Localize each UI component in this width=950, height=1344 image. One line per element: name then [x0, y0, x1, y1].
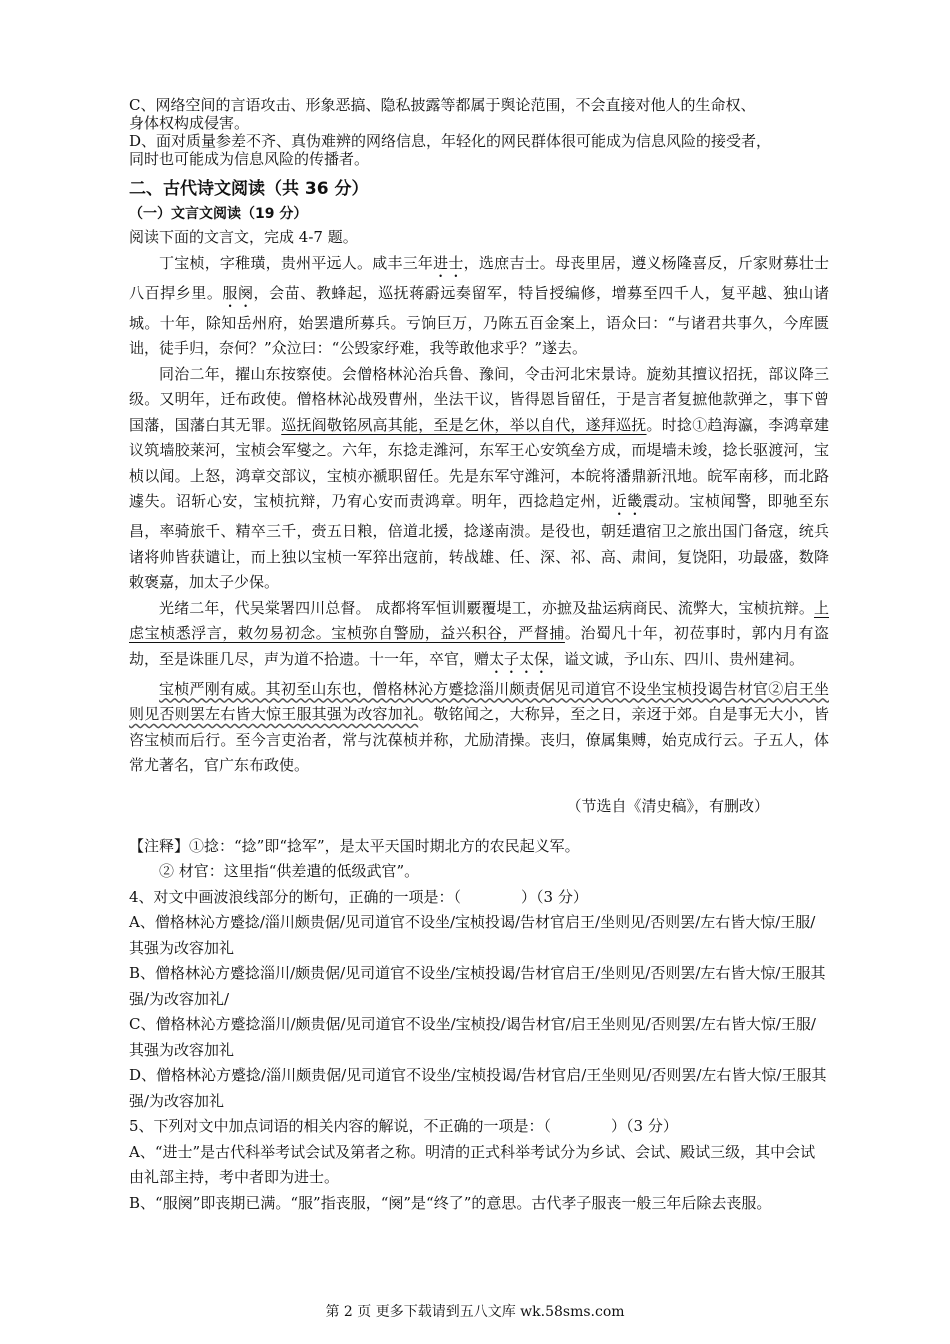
subsection-title: （一）文言文阅读（19 分） [129, 206, 308, 222]
document-page [129, 96, 829, 1216]
page-footer: 第 2 页 更多下载请到五八文库 wk.58sms.com [325, 1304, 625, 1320]
question-5-stem: 5、下列对文中加点词语的相关内容的解说，不正确的一项是：（ ）（3 分） [129, 1117, 678, 1135]
passage-paragraph-3 [129, 596, 829, 677]
text-run: ，谥文诚，予山东、四川、贵州建祠。 [549, 649, 805, 668]
instruction: 阅读下面的文言文，完成 4-7 题。 [129, 228, 358, 246]
section-title: 二、古代诗文阅读（共 36 分） [129, 179, 369, 199]
question-5-option-b: B、“服阕”即丧期已满。“服”指丧服，“阕”是“终了”的意思。古代孝子服丧一般三年后除去丧服。 [129, 1193, 772, 1212]
question-4-option-b: B、僧格林沁方蹙捻淄川/颇贵倨/见司道官不设坐/宝桢投谒/告材官启王/坐则见/否则罢/左右皆大惊/王服其强/为改容加礼/ [129, 964, 826, 1008]
text-run: ，会苗、教蜂起，巡抚蒋霨远奏留军，特旨授编修，增募至四千人，复平越、独山诸城。十年，除知岳州府，始罢遣所募兵。亏饷巨万，乃陈五百金案上，语众曰：“与诸君共事久，今库匮诎，徒手归，奈何？”众泣曰：“公毁家纾难，我等敢他求乎？”遂去。 [129, 283, 829, 357]
option-d-line-2: 同时也可能成为信息风险的传播者。 [129, 150, 370, 168]
text-run: 光绪二年，代吴棠署四川总督。 成都将军恒训覈覆堤工，亦摭及盐运病商民、流弊大，宝桢抗辩。 [159, 598, 814, 617]
wavy-underlined-passage: 宝桢严刚有威。其初至山东也，僧格林沁方蹙捻淄川颇责倨见司道官不设坐宝桢投谒告材官②启王坐则见否则罢左右皆大惊王服其强为改容加礼 [129, 679, 829, 723]
passage-paragraph-4 [129, 677, 829, 779]
passage-source: （节选自《清史稿》，有删改） [566, 796, 769, 815]
text-run: 同治二年，擢山东按察使。会僧格林沁治兵鲁、豫间，令击河北宋景诗。旋劾其擅议招抚，部议降三级。又明年，迁布政使。僧格林沁战殁曹州，坐法干议，皆得恩旨留任，于是言者复摭他款弹之，事下曾国藩，国藩白其无罪。 [129, 364, 829, 434]
text-run: ，选庶吉士。母丧里居，遵义杨隆喜反，斤家财募壮士八百捍乡里。 [129, 253, 829, 302]
question-4-option-d: D、僧格林沁方蹙捻/淄川颇贵倨/见司道官不设坐/宝桢投谒/告材官启/王坐则见/否则罢/左右皆大惊/王服其强/为改容加礼 [129, 1066, 827, 1110]
dotted-term-jinshi: 进士 [433, 253, 464, 272]
question-4-stem: 4、对文中画波浪线部分的断句，正确的一项是：（ ）（3 分） [129, 887, 588, 906]
text-run: 丁宝桢，字稚璜，贵州平远人。咸丰三年 [159, 253, 434, 272]
question-4-option-c: C、僧格林沁方蹙捻淄川/颇贵倨/见司道官不设坐/宝桢投/谒告材官/启王坐则见/否则罢/左右皆大惊/王服/其强为改容加礼 [129, 1015, 816, 1059]
text-run: 。治蜀凡十年，初莅事时，郭内月有盗劫，至是诛匪几尽，声为道不拾遗。十一年，卒官，赠 [129, 624, 829, 668]
dotted-term-fuque: 服阕 [222, 283, 254, 302]
option-d-line-1: D、面对质量参差不齐、真伪难辨的网络信息，年轻化的网民群体很可能成为信息风险的接受者， [129, 132, 772, 150]
question-5-option-a: A、“进士”是古代科举考试会试及第者之称。明清的正式科举考试分为乡试、会试、殿试三级，其中会试由礼部主持，考中者即为进士。 [129, 1142, 816, 1186]
question-4-option-a: A、僧格林沁方蹙捻/淄川颇贵倨/见司道官不设坐/宝桢投谒/告材官启王/坐则见/否则罢/左右皆大惊/王服/其强为改容加礼 [129, 913, 816, 957]
underlined-sentence-2: 上虑宝桢悉浮言，敕勿易初念。宝桢弥自警励，益兴积谷，严督捕 [129, 598, 829, 642]
option-c-line-1: C、网络空间的言语攻击、形象恶搞、隐私披露等都属于舆论范围，不会直接对他人的生命权、 [129, 96, 756, 114]
underlined-sentence-1: 巡抚阎敬铭夙高其能，至是乞休，举以自代，遂拜巡抚 [281, 415, 647, 434]
dotted-term-jiji: 近畿 [611, 492, 643, 510]
dotted-term-taizi: 太子太保 [489, 649, 550, 668]
passage-paragraph-1 [129, 251, 829, 362]
passage-paragraph-2 [129, 362, 829, 596]
text-run: 。敬铭闻之，大称异，至之日，亲迓于郊。自是事无大小，皆咨宝桢而后行。至今言吏治者，常与沈葆桢并称，尤励清操。丧归，僚属集赙，始克成行云。子五人，体常尤著名，官广东布政使。 [129, 705, 829, 774]
option-c-line-2: 身体权构成侵害。 [129, 114, 250, 132]
note-1: 【注释】①捻：“捻”即“捻军”，是太平天国时期北方的农民起义军。 [129, 836, 580, 855]
text-run: 。时捻①趋海瀛，李鸿章建议筑墙胶莱河，宝桢会军燮之。六年，东捻走潍河，东军王心安筑垒方成，而堤墙未竣，捻长驱渡河，宝桢以闻。上怒，鸿章交部议，宝桢亦褫职留任。先是东军守潍河，本皖将潘鼎新汛地。皖军南移，而北路遽失。诏斩心安，宝桢抗辩，乃宥心安而责鸿章。明年，西捻趋定州， [129, 415, 829, 510]
note-2: ② 材官：这里指“供差遣的低级武官”。 [159, 862, 420, 880]
text-run: 震动。宝桢闻警，即驰至东昌，率骑旅千、精卒三千，赍五日粮，倍道北援，捻遂南溃。是役也，朝廷遣宿卫之旅出国门备寇，统兵诸将帅皆获谴让，而上独以宝桢一军猝出寇前，转战雄、任、深、祁、高、肃间，复饶阳，功最盛，数降敕褒嘉，加太子少保。 [129, 492, 829, 591]
